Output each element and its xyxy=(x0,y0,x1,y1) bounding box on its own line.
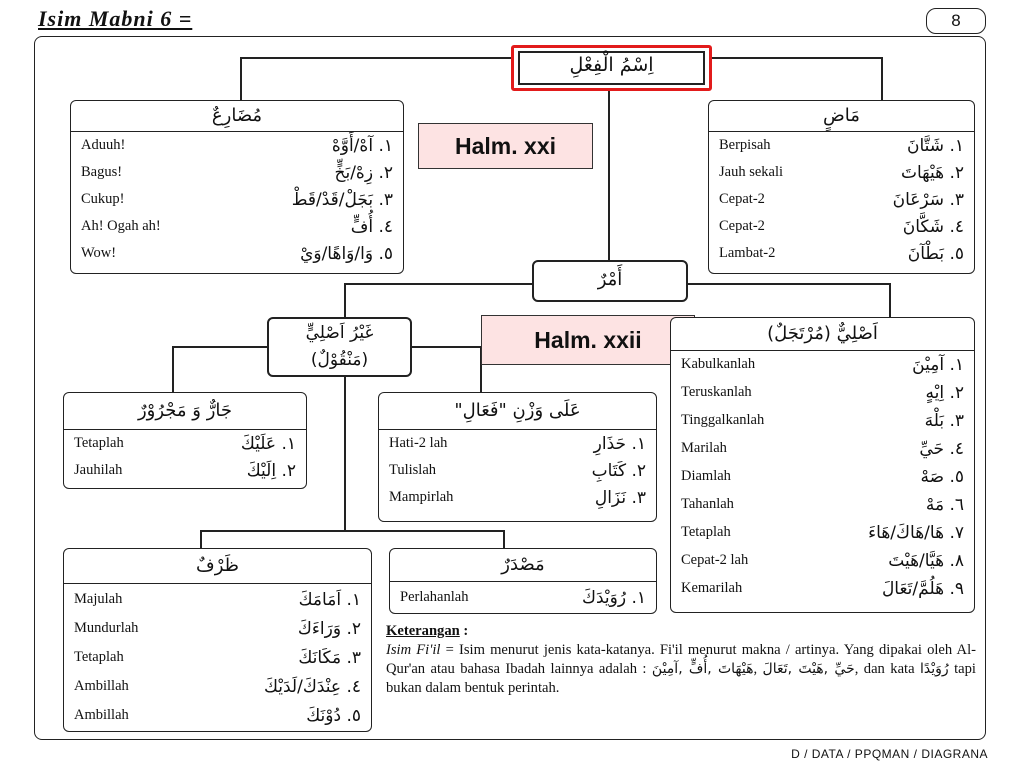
ashli-arabic-1: ١. آمِيْنَ xyxy=(912,355,964,375)
madhi-arabic-5: ٥. بَطْآنَ xyxy=(907,244,964,264)
ashli-arabic-5: ٥. صَهْ xyxy=(920,467,964,487)
manqul-label: (مَنْقُوْلٌ) xyxy=(310,350,369,370)
zharaf-latin-3: Tetaplah xyxy=(74,649,124,665)
mashdar-arabic-1: ١. رُوَيْدَكَ xyxy=(581,588,646,608)
mashdar-header: مَصْدَرٌ xyxy=(390,549,656,582)
ashli-latin-1: Kabulkanlah xyxy=(681,356,756,372)
jar-arabic-2: ٢. اِلَيْكَ xyxy=(246,461,296,481)
amr-node xyxy=(532,260,688,302)
keterangan-term: Isim Fi'il xyxy=(386,642,441,658)
keterangan-body xyxy=(386,641,976,698)
footer-path: D / DATA / PPQMAN / DIAGRANA xyxy=(791,747,988,761)
ashli-arabic-9: ٩. هَلُمَّ/تَعَالَ xyxy=(881,579,964,599)
amr-label: أَمْرٌ xyxy=(597,269,623,290)
ashli-box xyxy=(670,317,975,613)
keterangan-heading xyxy=(386,622,976,641)
mudhari-header: مُضَارِعٌ xyxy=(71,101,403,132)
keterangan-text-1: = Isim menurut jenis kata-katanya. Fi'il menurut makna / artinya. Yang dipakai oleh Al-Qur'an atau bahasa Ibadah lainnya adalah : xyxy=(386,642,976,677)
zharaf-latin-2: Mundurlah xyxy=(74,620,139,636)
keterangan-text-2: , dan kata xyxy=(854,661,921,677)
root-node xyxy=(511,45,712,91)
ashli-latin-9: Kemarilah xyxy=(681,580,743,596)
root-label: اِسْمُ الْفِعْلِ xyxy=(569,54,654,76)
ashli-latin-6: Tahanlah xyxy=(681,496,734,512)
jar-latin-2: Jauhilah xyxy=(74,462,123,478)
madhi-arabic-4: ٤. شَكَّانَ xyxy=(902,217,964,237)
ashli-arabic-3: ٣. بَلْهَ xyxy=(924,411,964,431)
madhi-latin-5: Lambat-2 xyxy=(719,245,776,261)
keterangan-arabic-1: هَيْهَاتَ ,أُفٍّ ,آمِيْنَ xyxy=(651,661,754,677)
mudhari-latin-2: Bagus! xyxy=(81,164,123,180)
ashli-arabic-8: ٨. هَيَّا/هَيْتَ xyxy=(888,551,964,571)
ashli-latin-8: Cepat-2 lah xyxy=(681,552,749,568)
madhi-latin-3: Cepat-2 xyxy=(719,191,765,207)
zharaf-latin-5: Ambillah xyxy=(74,707,129,723)
zharaf-arabic-4: ٤. عِنْدَكَ/لَدَيْكَ xyxy=(263,677,361,697)
ashli-latin-2: Teruskanlah xyxy=(681,384,752,400)
ashli-arabic-7: ٧. هَا/هَاكَ/هَاءَ xyxy=(868,523,964,543)
wazan-arabic-2: ٢. كَتَابِ xyxy=(591,461,646,481)
jar-majrur-box xyxy=(63,392,307,489)
keterangan-arabic-3: رُوَيْدًا xyxy=(920,661,949,677)
keterangan-colon: : xyxy=(459,623,469,639)
mudhari-latin-4: Ah! Ogah ah! xyxy=(81,218,161,234)
wazan-faali-header: عَلَى وَزْنِ "فَعَالِ" xyxy=(379,393,656,430)
mudhari-latin-5: Wow! xyxy=(81,245,117,261)
jar-arabic-1: ١. عَلَيْكَ xyxy=(240,434,296,454)
ashli-arabic-4: ٤. حَيِّ xyxy=(919,439,964,459)
zharaf-box xyxy=(63,548,372,732)
mudhari-arabic-1: ١. آهْ/أَوَّهْ xyxy=(331,136,393,156)
zharaf-latin-1: Majulah xyxy=(74,591,123,607)
keterangan-arabic-2: حَيِّ ,هَيْتَ ,تَعَالَ xyxy=(762,661,855,677)
mudhari-arabic-4: ٤. أُفٍّ xyxy=(350,217,393,237)
mudhari-arabic-5: ٥. وَا/وَاهًا/وَيْ xyxy=(300,244,393,264)
mashdar-latin-1: Perlahanlah xyxy=(400,589,469,605)
madhi-latin-4: Cepat-2 xyxy=(719,218,765,234)
halm-xxi-badge: Halm. xxi xyxy=(418,123,593,169)
madhi-box xyxy=(708,100,975,274)
zharaf-arabic-2: ٢. وَرَاءَكَ xyxy=(297,619,361,639)
ashli-latin-3: Tinggalkanlah xyxy=(681,412,765,428)
zharaf-latin-4: Ambillah xyxy=(74,678,129,694)
wazan-latin-3: Mampirlah xyxy=(389,489,454,505)
madhi-latin-1: Berpisah xyxy=(719,137,771,153)
wazan-arabic-1: ١. حَذَارِ xyxy=(593,434,646,454)
madhi-header: مَاضٍ xyxy=(709,101,974,132)
mudhari-latin-1: Aduuh! xyxy=(81,137,126,153)
wazan-faali-box xyxy=(378,392,657,522)
zharaf-arabic-5: ٥. دُوْنَكَ xyxy=(306,706,361,726)
zharaf-header: ظَرْفٌ xyxy=(64,549,371,584)
page-number-text: 8 xyxy=(951,11,961,30)
zharaf-arabic-1: ١. اَمَامَكَ xyxy=(298,590,361,610)
mudhari-arabic-2: ٢. زِهْ/بَخٍّ xyxy=(334,163,393,183)
ashli-latin-5: Diamlah xyxy=(681,468,731,484)
madhi-arabic-2: ٢. هَيْهَاتَ xyxy=(900,163,964,183)
madhi-latin-2: Jauh sekali xyxy=(719,164,784,180)
wazan-latin-1: Hati-2 lah xyxy=(389,435,448,451)
zharaf-arabic-3: ٣. مَكَانَكَ xyxy=(298,648,361,668)
ghair-ashli-label: غَيْرُ اَصْلِيٍّ xyxy=(305,323,374,343)
madhi-arabic-1: ١. شَتَّانَ xyxy=(907,136,964,156)
madhi-arabic-3: ٣. سَرْعَانَ xyxy=(892,190,964,210)
wazan-latin-2: Tulislah xyxy=(389,462,437,478)
ashli-latin-7: Tetaplah xyxy=(681,524,731,540)
ashli-arabic-2: ٢. اِيْهٍ xyxy=(925,383,964,403)
jar-majrur-header: جَارٌّ وَ مَجْرُوْرٌ xyxy=(64,393,306,430)
ashli-header: اَصْلِيٌّ (مُرْتَجَلٌ) xyxy=(671,318,974,351)
ashli-latin-4: Marilah xyxy=(681,440,727,456)
page-title: Isim Mabni 6 = xyxy=(38,6,193,31)
mudhari-box xyxy=(70,100,404,274)
ashli-arabic-6: ٦. مَهْ xyxy=(925,495,964,515)
keterangan-note xyxy=(386,622,976,698)
ghair-ashli-node xyxy=(267,317,412,377)
keterangan-title: Keterangan xyxy=(386,623,460,639)
jar-latin-1: Tetaplah xyxy=(74,435,124,451)
wazan-arabic-3: ٣. نَزَالِ xyxy=(594,488,646,508)
mudhari-latin-3: Cukup! xyxy=(81,191,125,207)
halm-xxii-badge: Halm. xxii xyxy=(481,315,695,365)
mashdar-box xyxy=(389,548,657,614)
keterangan-text-3: tapi bukan dalam bentuk perintah. xyxy=(386,661,976,696)
page-number xyxy=(926,8,986,34)
keterangan-sep: , xyxy=(753,661,763,677)
mudhari-arabic-3: ٣. بَجَلْ/قَدْ/قَطْ xyxy=(291,190,393,210)
